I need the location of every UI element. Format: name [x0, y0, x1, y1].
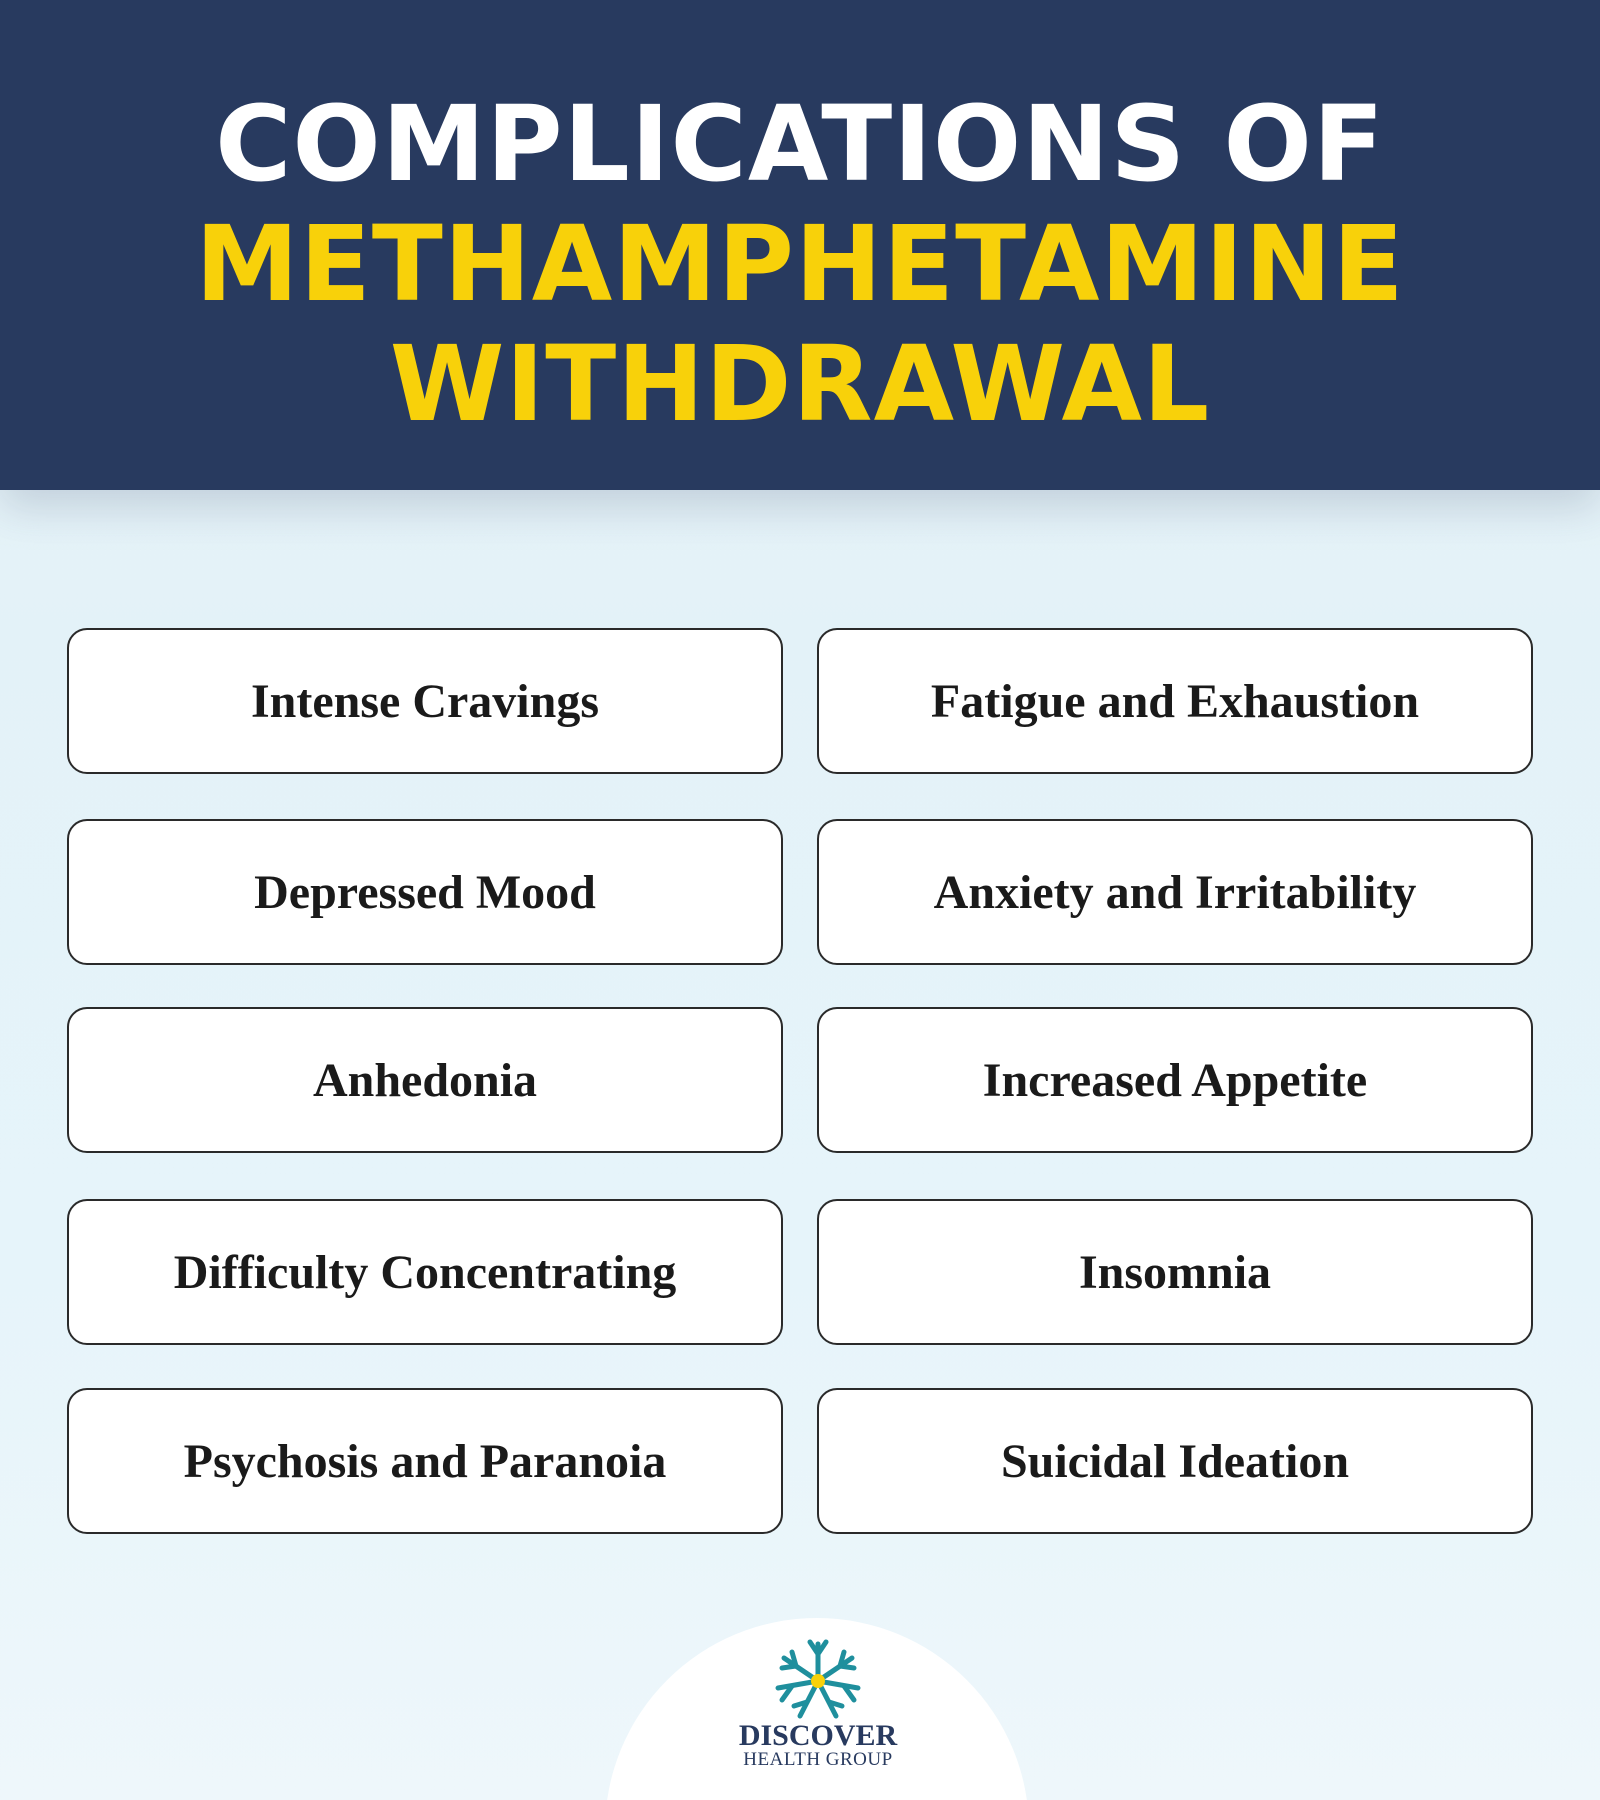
complication-label: Insomnia — [1078, 1245, 1272, 1299]
complication-label: Intense Cravings — [250, 674, 600, 728]
complication-label: Increased Appetite — [982, 1053, 1368, 1107]
complication-card — [817, 819, 1533, 965]
complication-label: Depressed Mood — [254, 865, 596, 919]
complication-label: Fatigue and Exhaustion — [930, 674, 1420, 728]
complication-label: Anhedonia — [312, 1053, 538, 1107]
complication-label: Psychosis and Paranoia — [183, 1434, 667, 1488]
complication-card — [817, 1388, 1533, 1534]
complication-card — [817, 628, 1533, 774]
complication-card — [67, 1007, 783, 1153]
complication-card — [67, 628, 783, 774]
brand-name: DISCOVER — [738, 1719, 898, 1752]
complication-label: Difficulty Concentrating — [173, 1245, 677, 1299]
title-line-2: METHAMPHETAMINE — [195, 203, 1405, 325]
title-line-3: WITHDRAWAL — [389, 323, 1211, 445]
complication-card — [67, 1199, 783, 1345]
brand-subtitle: HEALTH GROUP — [743, 1749, 893, 1770]
complication-card — [817, 1199, 1533, 1345]
complication-card — [67, 1388, 783, 1534]
complication-label: Suicidal Ideation — [1000, 1434, 1350, 1488]
complication-label: Anxiety and Irritability — [933, 865, 1417, 919]
complication-card — [67, 819, 783, 965]
title-line-1: COMPLICATIONS OF — [215, 83, 1385, 205]
neuron-icon — [770, 1636, 866, 1726]
complication-card — [817, 1007, 1533, 1153]
